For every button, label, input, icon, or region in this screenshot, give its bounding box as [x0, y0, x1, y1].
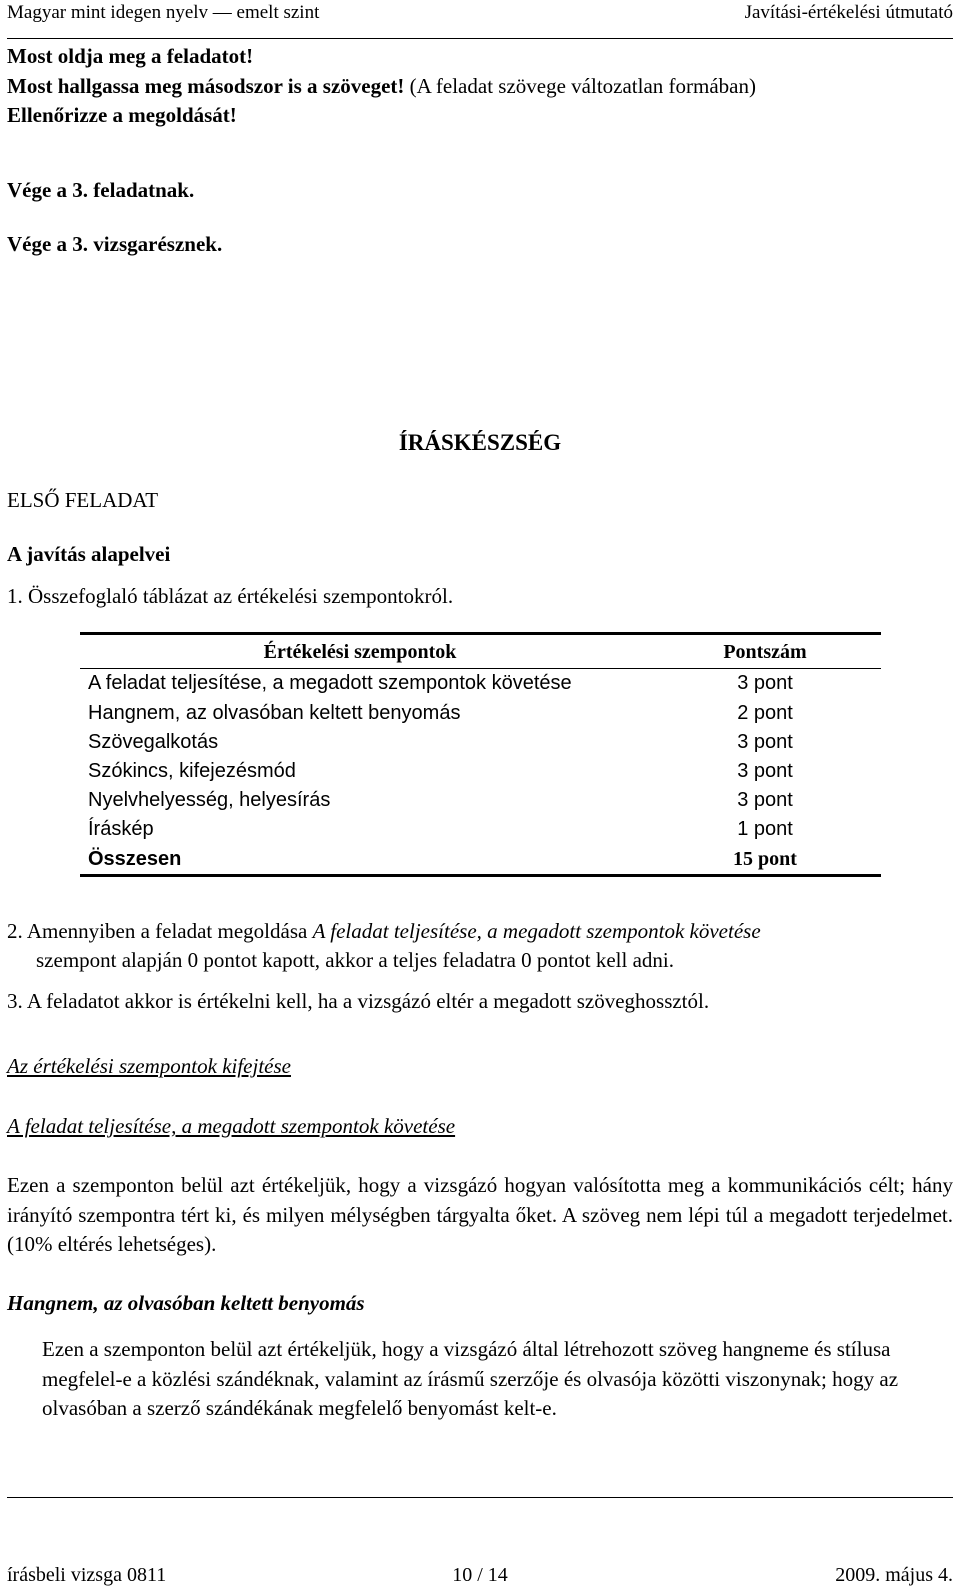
intro-line-3: Ellenőrizze a megoldását!	[7, 103, 237, 127]
paragraph-task-completion: Ezen a szemponton belül azt értékeljük, hogy a vizsgázó hogyan valósította meg a kommunikációs célt; hány irányító szempontra tért ki, és milyen mélységben tárgyalta őket. A szöveg nem lépi túl a megadott terjedelmet. (10% eltérés lehetséges).	[7, 1173, 953, 1256]
header-right: Javítási-értékelési útmutató	[744, 2, 953, 23]
rule-3: 3. A feladatot akkor is értékelni kell, ha a vizsgázó eltér a megadott szöveghossztól.	[7, 989, 710, 1013]
table-row-criterion: Szövegalkotás	[88, 731, 219, 753]
table-row-points: 1 pont	[737, 818, 793, 840]
principles-heading: A javítás alapelvei	[7, 542, 171, 566]
end-part-note: Vége a 3. vizsgarésznek.	[7, 232, 223, 256]
table-total-label: Összesen	[88, 848, 182, 870]
table-top-rule	[80, 632, 881, 635]
intro-line-1: Most oldja meg a feladatot!	[7, 44, 254, 68]
table-row-criterion: A feladat teljesítése, a megadott szempontok követése	[88, 672, 572, 694]
table-row-criterion: Hangnem, az olvasóban keltett benyomás	[88, 702, 461, 724]
footer-right: 2009. május 4.	[835, 1564, 953, 1586]
table-header-criteria: Értékelési szempontok	[263, 641, 457, 663]
task-title: ELSŐ FELADAT	[7, 488, 159, 512]
section-title: ÍRÁSKÉSZSÉG	[398, 430, 562, 455]
explanation-heading: Az értékelési szempontok kifejtése	[7, 1054, 291, 1078]
table-bottom-rule	[80, 874, 881, 877]
table-row-points: 3 pont	[737, 672, 793, 694]
table-row-points: 2 pont	[737, 702, 793, 724]
footer-rule	[7, 1497, 953, 1498]
header-rule	[7, 38, 953, 39]
rule-2-italic: A feladat teljesítése, a megadott szempontok követése	[312, 919, 761, 943]
summary-caption: 1. Összefoglaló táblázat az értékelési szempontokról.	[7, 584, 454, 608]
footer-center: 10 / 14	[452, 1564, 508, 1586]
table-row-criterion: Nyelvhelyesség, helyesírás	[88, 789, 331, 811]
intro-line-2	[7, 74, 756, 99]
footer-left: írásbeli vizsga 0811	[7, 1564, 167, 1586]
table-header-rule	[80, 668, 881, 669]
table-row-criterion: Íráskép	[88, 818, 154, 840]
rule-2-line-2: szempont alapján 0 pontot kapott, akkor a teljes feladatra 0 pontot kell adni.	[36, 948, 674, 972]
subheading-task-completion: A feladat teljesítése, a megadott szempontok követése	[7, 1114, 456, 1138]
paragraph-tone: Ezen a szemponton belül azt értékeljük, hogy a vizsgázó által létrehozott szöveg hangneme és stílusa megfelel-e a közlési szándéknak, valamint az írásmű szerzője és olvasója közötti viszonynak; hogy az olvasóban a szerző szándékának megfelelő benyomást kelt-e.	[42, 1337, 899, 1420]
table-total-points: 15 pont	[733, 848, 797, 870]
subheading-tone: Hangnem, az olvasóban keltett benyomás	[7, 1291, 365, 1315]
table-row-points: 3 pont	[737, 731, 793, 753]
rule-2-text: 2. Amennyiben a feladat megoldása	[7, 919, 313, 943]
intro-line-2-rest: (A feladat szövege változatlan formában)	[404, 74, 756, 98]
rule-2-line-1	[7, 919, 761, 944]
table-row-points: 3 pont	[737, 760, 793, 782]
intro-line-2-bold: Most hallgassa meg másodszor is a szöveget!	[7, 74, 405, 98]
header-left: Magyar mint idegen nyelv — emelt szint	[7, 2, 320, 23]
table-row-points: 3 pont	[737, 789, 793, 811]
table-header-points: Pontszám	[723, 641, 807, 663]
end-task-note: Vége a 3. feladatnak.	[7, 178, 195, 202]
table-row-criterion: Szókincs, kifejezésmód	[88, 760, 296, 782]
